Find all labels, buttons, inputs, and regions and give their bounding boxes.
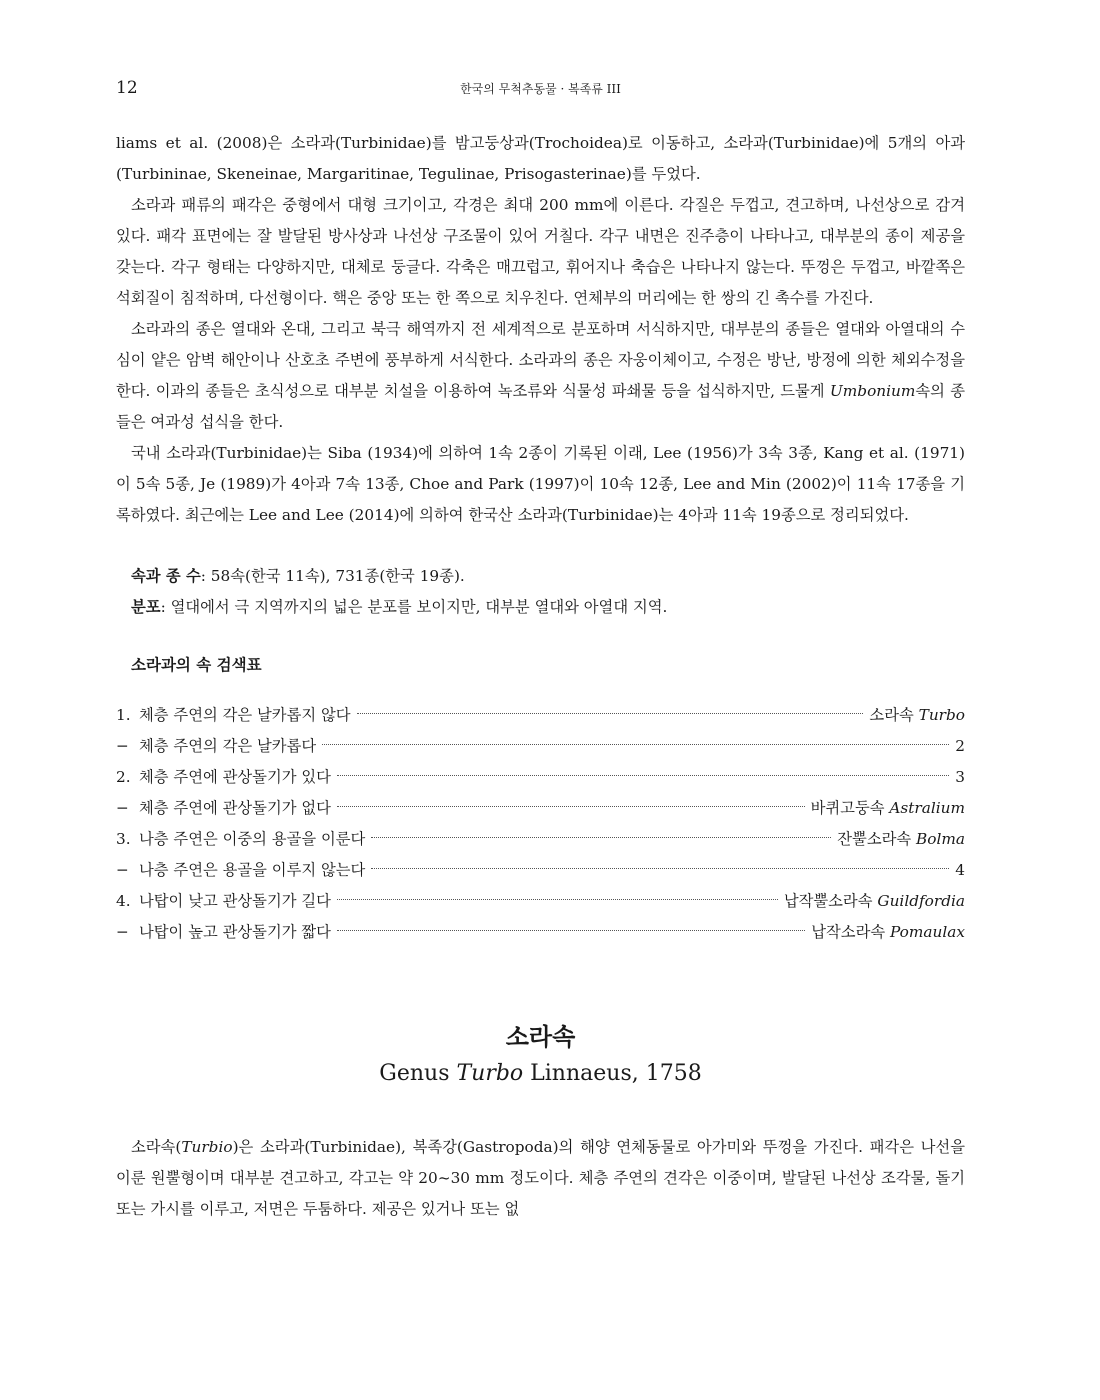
key-row [116, 762, 965, 793]
paragraph-3 [116, 314, 965, 438]
key-target [869, 700, 965, 731]
key-row [116, 731, 965, 762]
key-target [811, 793, 965, 824]
paragraph-1: liams et al. (2008)은 소라과(Turbinidae)를 밤고둥상과(Trochoidea)로 이동하고, 소라과(Turbinidae)에 5개의 아과(Turbininae, Skeneinae, Margaritinae, Tegulinae, Prisogasterinae)를 두었다. [116, 134, 965, 183]
genus-title-prefix: Genus [379, 1061, 457, 1086]
key-row [116, 886, 965, 917]
key-target-genus: Pomaulax [890, 923, 965, 941]
dot-leader [337, 899, 778, 900]
key-target [784, 886, 965, 917]
paragraph-3-text-b: 속의 종들은 여과성 섭식을 한다. [116, 382, 965, 431]
paragraph-3-text-a: 소라과의 종은 열대와 온대, 그리고 북극 해역까지 전 세계적으로 분포하며 서식하지만, 대부분의 종들은 열대와 아열대의 수심이 얕은 암벽 해안이나 산호초 주변에 풍부하게 서식한다. 소라과의 종은 자웅이체이고, 수정은 방난, 방정에 의한 체외수정을 한다. 이과의 종들은 초식성으로 대부분 치설을 이용하여 녹조류와 식물성 파쇄물 등을 섭식하지만, 드물게 [116, 320, 965, 400]
genus-title-name: Turbo [456, 1061, 524, 1086]
body-text [116, 128, 965, 1225]
key-number: − [116, 799, 129, 817]
stat-genera-species [116, 561, 965, 592]
key-number: 2. [116, 768, 131, 786]
dot-leader [337, 930, 805, 931]
key-target-ko: 납작뿔소라속 [783, 892, 878, 910]
identification-key [116, 700, 965, 948]
key-number: 1. [116, 706, 131, 724]
key-description: 체층 주연에 관상돌기가 있다 [139, 768, 331, 786]
key-target-genus: Guildfordia [877, 892, 965, 910]
genus-title-korean: 소라속 [505, 1022, 576, 1051]
genus-title-author: Linnaeus, 1758 [523, 1061, 702, 1086]
running-title: 한국의 무척추동물 · 복족류 III [460, 82, 621, 96]
key-target-ko: 2 [955, 737, 965, 755]
key-target [811, 917, 965, 948]
key-number: − [116, 923, 129, 941]
key-description: 나층 주연은 이중의 용골을 이룬다 [139, 830, 366, 848]
key-description: 체층 주연에 관상돌기가 없다 [139, 799, 331, 817]
page-header [116, 78, 965, 102]
key-target-genus: Bolma [916, 830, 965, 848]
key-row [116, 824, 965, 855]
key-number: 4. [116, 892, 131, 910]
key-target [955, 762, 965, 793]
key-description: 나층 주연은 용골을 이루지 않는다 [139, 861, 366, 879]
key-target-ko: 납작소라속 [811, 923, 890, 941]
key-row [116, 700, 965, 731]
genus-description-a: 소라속( [131, 1138, 182, 1156]
genus-description-b: )은 소라과(Turbinidae), 복족강(Gastropoda)의 해양 연체동물로 아가미와 뚜껑을 가진다. 패각은 나선을 이룬 원뿔형이며 대부분 견고하고, 각고는 약 20~30 mm 정도이다. 체층 주연의 견각은 이중이며, 발달된 나선상 조각물, 돌기 또는 가시를 이루고, 저면은 두툼하다. 제공은 있거나 또는 없 [116, 1138, 965, 1218]
page-number: 12 [116, 78, 138, 98]
stat-label: 속과 종 수 [131, 567, 201, 585]
dot-leader [337, 806, 805, 807]
stat-label: 분포 [131, 598, 161, 616]
key-description: 체층 주연의 각은 날카롭지 않다 [139, 706, 351, 724]
key-description: 나탑이 낮고 관상돌기가 길다 [139, 892, 331, 910]
paragraph-4: 국내 소라과(Turbinidae)는 Siba (1934)에 의하여 1속 2종이 기록된 이래, Lee (1956)가 3속 3종, Kang et al. (1971)이 5속 5종, Je (1989)가 4아과 7속 13종, Choe and Park (1997)이 10속 12종, Lee and Min (2002)이 11속 17종을 기록하였다. 최근에는 Lee and Lee (2014)에 의하여 한국산 소라과(Turbinidae)는 4아과 11속 19종으로 정리되었다. [116, 444, 965, 524]
key-target-genus: Turbo [918, 706, 965, 724]
genus-title-latin [116, 1056, 965, 1092]
key-target-ko: 소라속 [869, 706, 919, 724]
key-number: − [116, 861, 129, 879]
key-target-ko: 바퀴고둥속 [810, 799, 890, 817]
genus-description [116, 1132, 965, 1225]
key-target-genus: Astralium [889, 799, 965, 817]
key-row [116, 855, 965, 886]
dot-leader [322, 744, 949, 745]
key-description: 체층 주연의 각은 날카롭다 [139, 737, 317, 755]
key-target-ko: 잔뿔소라속 [837, 830, 917, 848]
dot-leader [371, 837, 831, 838]
dot-leader [357, 713, 864, 714]
key-target-ko: 3 [955, 768, 965, 786]
stat-value: : 열대에서 극 지역까지의 넓은 분포를 보이지만, 대부분 열대와 아열대 지역. [160, 598, 668, 616]
genus-name-umbonium: Umbonium [829, 382, 916, 400]
key-target [955, 731, 965, 762]
key-description: 나탑이 높고 관상돌기가 짧다 [139, 923, 331, 941]
key-target [837, 824, 965, 855]
key-number: − [116, 737, 129, 755]
key-number: 3. [116, 830, 131, 848]
dot-leader [337, 775, 949, 776]
key-row [116, 793, 965, 824]
genus-description-name: Turbio [181, 1138, 233, 1156]
stat-value: : 58속(한국 11속), 731종(한국 19종). [200, 567, 465, 585]
key-row [116, 917, 965, 948]
paragraph-2: 소라과 패류의 패각은 중형에서 대형 크기이고, 각경은 최대 200 mm에 이른다. 각질은 두껍고, 견고하며, 나선상으로 감겨 있다. 패각 표면에는 잘 발달된 방사상과 나선상 구조물이 있어 거칠다. 각구 내면은 진주층이 나타나고, 대부분의 종이 제공을 갖는다. 각구 형태는 다양하지만, 대체로 둥글다. 각축은 매끄럽고, 휘어지나 축습은 나타나지 않는다. 뚜껑은 두껍고, 바깥쪽은 석회질이 침적하며, 다선형이다. 핵은 중앙 또는 한 쪽으로 치우친다. 연체부의 머리에는 한 쌍의 긴 촉수를 가진다. [116, 196, 965, 307]
dot-leader [371, 868, 949, 869]
key-target-ko: 4 [955, 861, 965, 879]
key-target [955, 855, 965, 886]
stat-distribution [116, 592, 965, 623]
key-title: 소라과의 속 검색표 [131, 655, 262, 674]
